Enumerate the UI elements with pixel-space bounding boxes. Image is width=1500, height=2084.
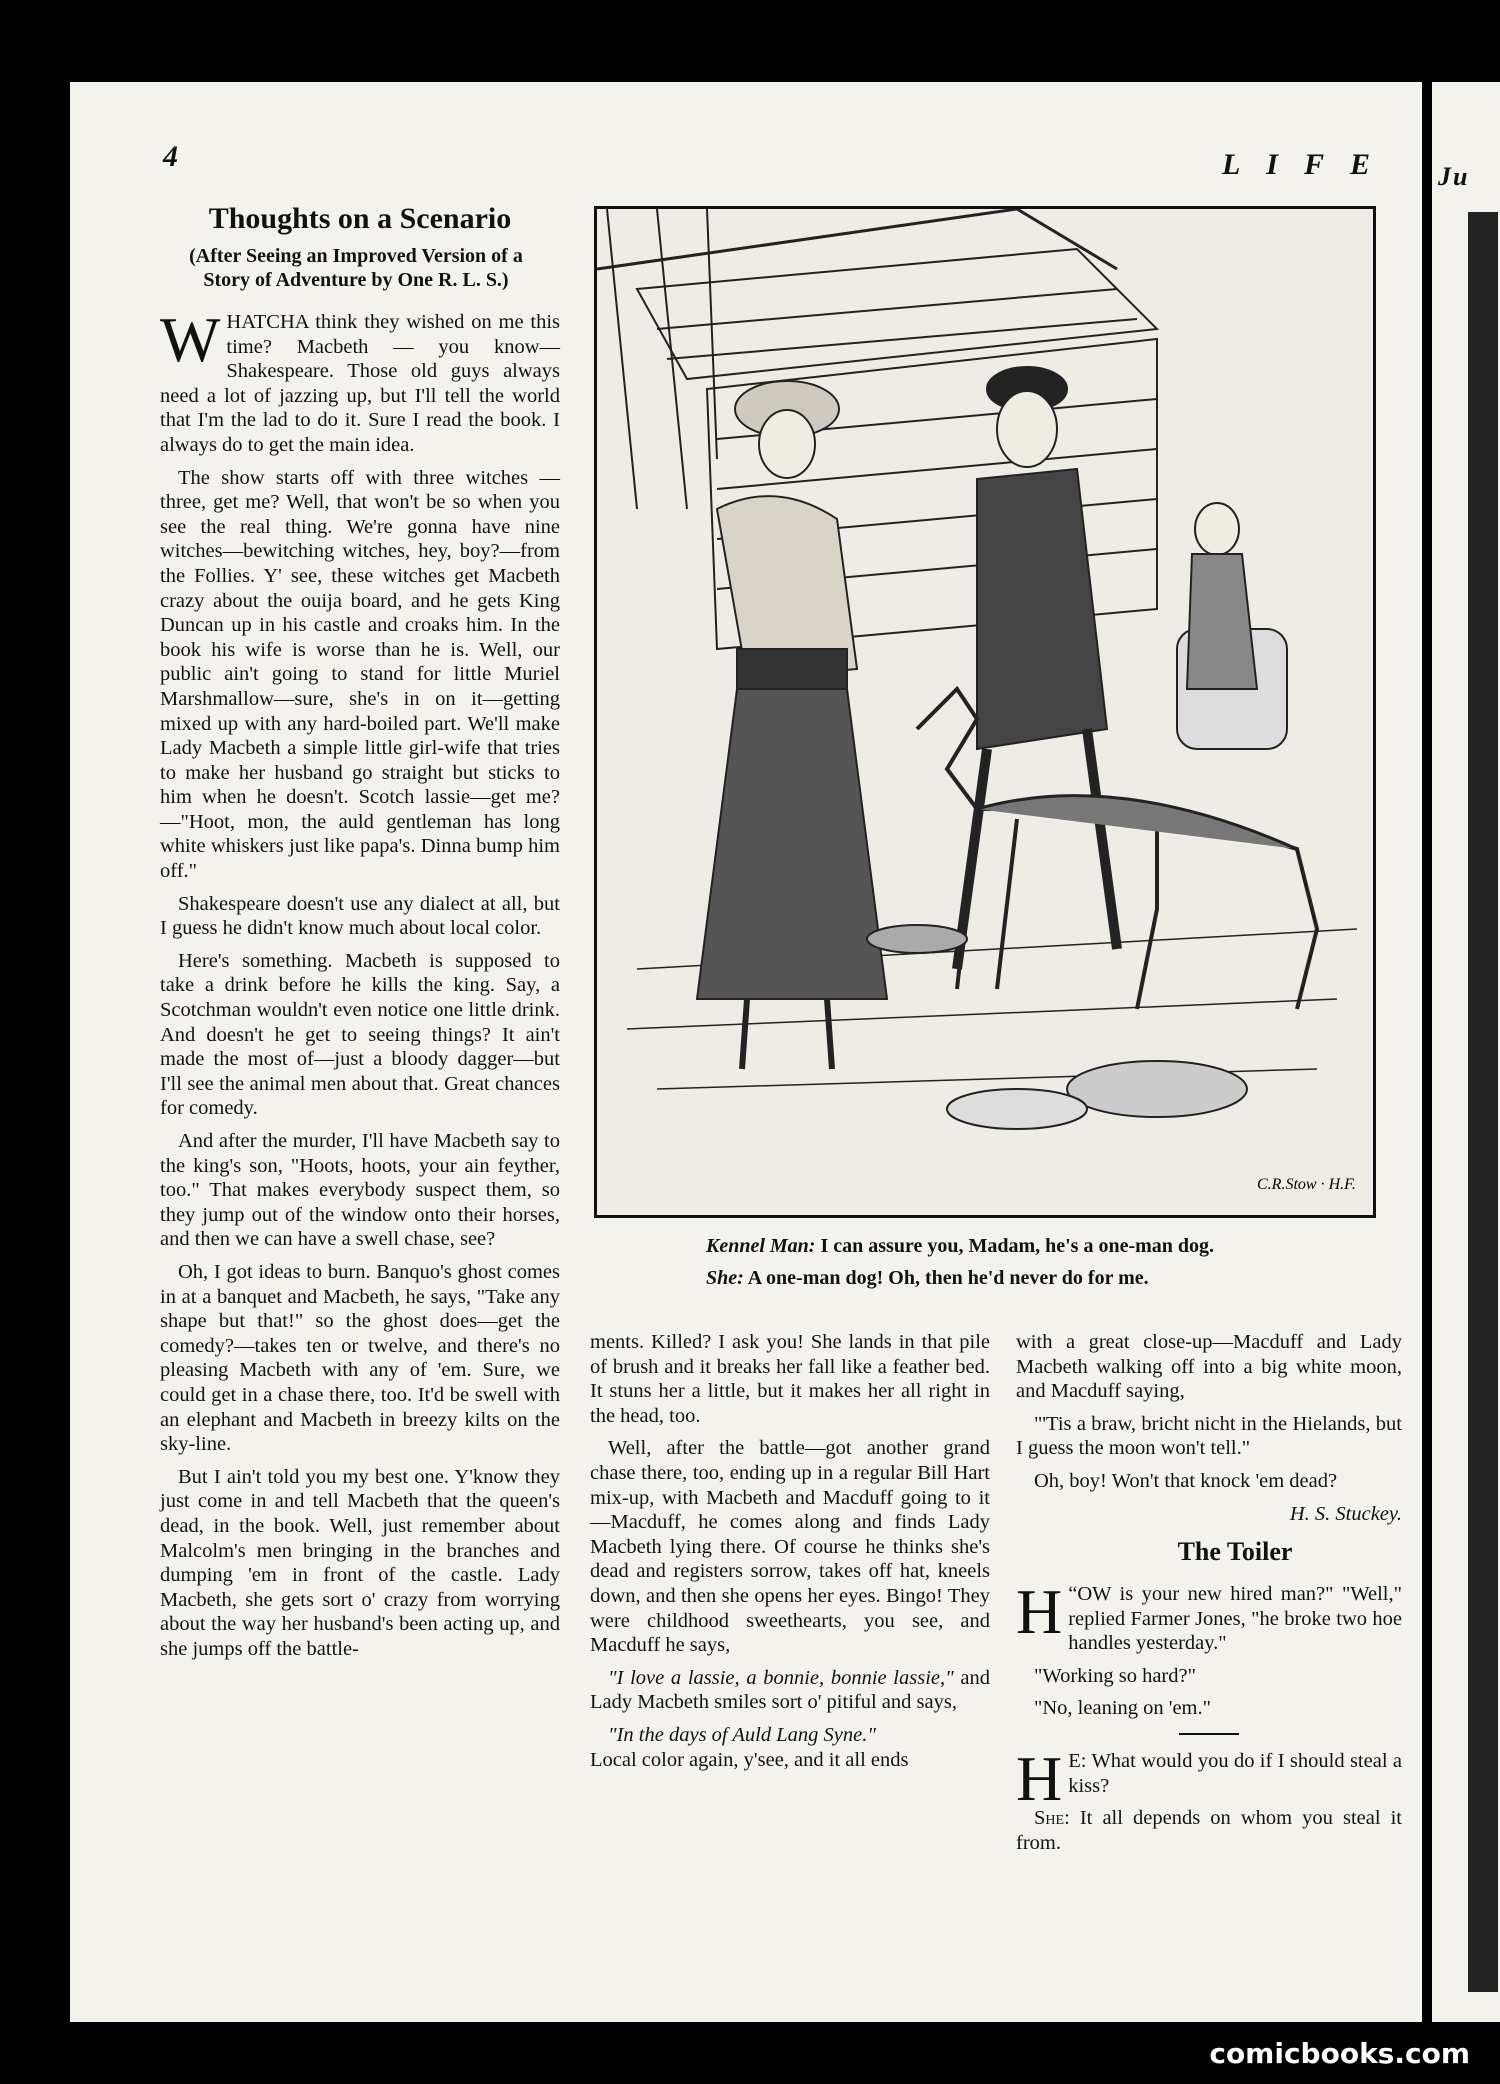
illustration-drawing [597, 209, 1373, 1215]
drop-cap: H [1016, 1576, 1063, 1647]
article-paragraph: But I ain't told you my best one. Y'know they just come in and tell Macbeth that the queen's dead, in the book. Well, just remember about Malcolm's men bringing in the branches and dumping 'em in front of the castle. Lady Macbeth, she gets sort o' crazy from worrying about the way her husband's been acting up, and she jumps off the battle- [160, 1465, 560, 1660]
toiler-text: “ H OW is your new hired man?" "Well," replied Farmer Jones, "he broke two hoe handles yesterday." "Working so hard?" "No, leaning on 'em." H E: What would you do if I should steal a kiss? She: It all depends on whom you steal it from. [1016, 1576, 1402, 1854]
article-paragraph: Here's something. Macbeth is supposed to take a drink before he kills the king. Say, a Scotchman wouldn't even notice one little drink. And doesn't he get to seeing things? It ain't made the most of—just a bloody dagger—but I'll see the animal men about that. Great chances for comedy. [160, 949, 560, 1120]
article-paragraph: "In the days of Auld Lang Syne." Local color again, y'see, and it all ends [590, 1723, 909, 1771]
caption-line-2: She: A one-man dog! Oh, then he'd never do for me. [706, 1267, 1149, 1289]
illustration-signature: C.R.Stow · H.F. [1257, 1176, 1356, 1193]
article-paragraph: Oh, boy! Won't that knock 'em dead? [1034, 1469, 1338, 1492]
running-head: LIFE [1221, 148, 1396, 181]
article-signature: H. S. Stuckey. [1289, 1502, 1402, 1525]
article-column-2 [590, 1330, 990, 1780]
article-paragraph: The show starts off with three witches —three, get me? Well, that won't be so when you see the real thing. We're gonna have nine witches—bewitching witches, hey, boy?—from the Follies. Y' see, these witches get Macbeth crazy about the ouija board, and he gets King Duncan up in his castle and croaks him. In the book his wife is worse than he is. Well, our public ain't going to stand for little Muriel Marshmallow—sure, she's in on it—getting mixed up with any hard-boiled part. We'll make Lady Macbeth a simple little girl-wife that tries to make her husband go straight but sticks to him when he doesn't. Scotch lassie—get me?—"Hoot, mon, the auld gentleman has long white whiskers just like papa's. Dinna bump him off." [160, 466, 560, 883]
article-paragraph: And after the murder, I'll have Macbeth say to the king's son, "Hoots, hoots, your ain feyther, too." That makes everybody suspect them, so they jump out of the window onto their horses, and then we can have a swell chase, see? [160, 1130, 560, 1251]
article-paragraph: Well, after the battle—got another grand chase there, too, ending up in a regular Bill Hart mix-up, with Macbeth and Macduff going to it—Macduff, he comes along and finds Lady Macbeth lying there. Of course he thinks she's dead and registers sorrow, takes off hat, kneels down, and then she opens her eyes. Bingo! They were childhood sweethearts, you see, and Macduff he says, [590, 1437, 990, 1657]
article-subtitle: (After Seeing an Improved Version of a Story of Adventure by One R. L. S.) [189, 245, 523, 291]
section-rule [1179, 1733, 1239, 1735]
page-number: 4 [163, 140, 178, 173]
article-paragraph: Oh, I got ideas to burn. Banquo's ghost comes in at a banquet and Macbeth, he says, "Take any shape but that!" so the ghost does—get the comedy?—takes ten or twelve, and there's no pleasing Macbeth with any of 'em. Sure, we could get in a chase there, too. It'd be swell with an elephant and Macbeth in breezy kilts on the sky-line. [160, 1260, 560, 1456]
next-page-illustration-edge [1468, 212, 1498, 1992]
next-page-edge [1432, 82, 1500, 2022]
article-paragraph: "'Tis a braw, bricht nicht in the Hielands, but I guess the moon won't tell." [1016, 1412, 1402, 1460]
drop-cap: H [1016, 1742, 1063, 1814]
article-paragraph: ments. Killed? I ask you! She lands in that pile of brush and it breaks her fall like a feather bed. It stuns her a little, but it makes her all right in the head, too. [590, 1331, 990, 1427]
drop-cap: W [160, 304, 221, 375]
caption-line-1: Kennel Man: I can assure you, Madam, he's a one-man dog. [706, 1235, 1215, 1257]
article-paragraph: WHATCHA think they wished on me this time? Macbeth — you know—Shakespeare. Those old guys always need a lot of jazzing up, but I'll tell the world that I'm the lad to do it. Sure I read the book. I always do to get the main idea. [160, 304, 560, 456]
article-title: Thoughts on a Scenario [208, 202, 512, 235]
joke-she: She: It all depends on whom you steal it from. [1016, 1807, 1402, 1854]
article-paragraph: with a great close-up—Macduff and Lady Macbeth walking off into a big white moon, and Macduff saying, [1016, 1331, 1402, 1403]
article-paragraph: "I love a lassie, a bonnie, bonnie lassie," and Lady Macbeth smiles sort o' pitiful and says, [590, 1666, 990, 1714]
kennel-illustration [594, 206, 1376, 1218]
article-column-1 [160, 304, 560, 1669]
toiler-line: "Working so hard?" [1034, 1664, 1196, 1687]
next-page-fragment: Ju [1438, 162, 1470, 191]
site-watermark: comicbooks.com [1209, 2037, 1470, 2070]
article-column-3 [1016, 1330, 1402, 1534]
magazine-page [70, 82, 1422, 2022]
article-paragraph: Shakespeare doesn't use any dialect at all, but I guess he didn't know much about local color. [160, 892, 560, 940]
toiler-title: The Toiler [1177, 1537, 1293, 1566]
toiler-line: "No, leaning on 'em." [1034, 1697, 1211, 1720]
joke-he: H E: What would you do if I should steal a kiss? [1016, 1742, 1402, 1814]
illustration-caption [706, 1230, 1386, 1294]
